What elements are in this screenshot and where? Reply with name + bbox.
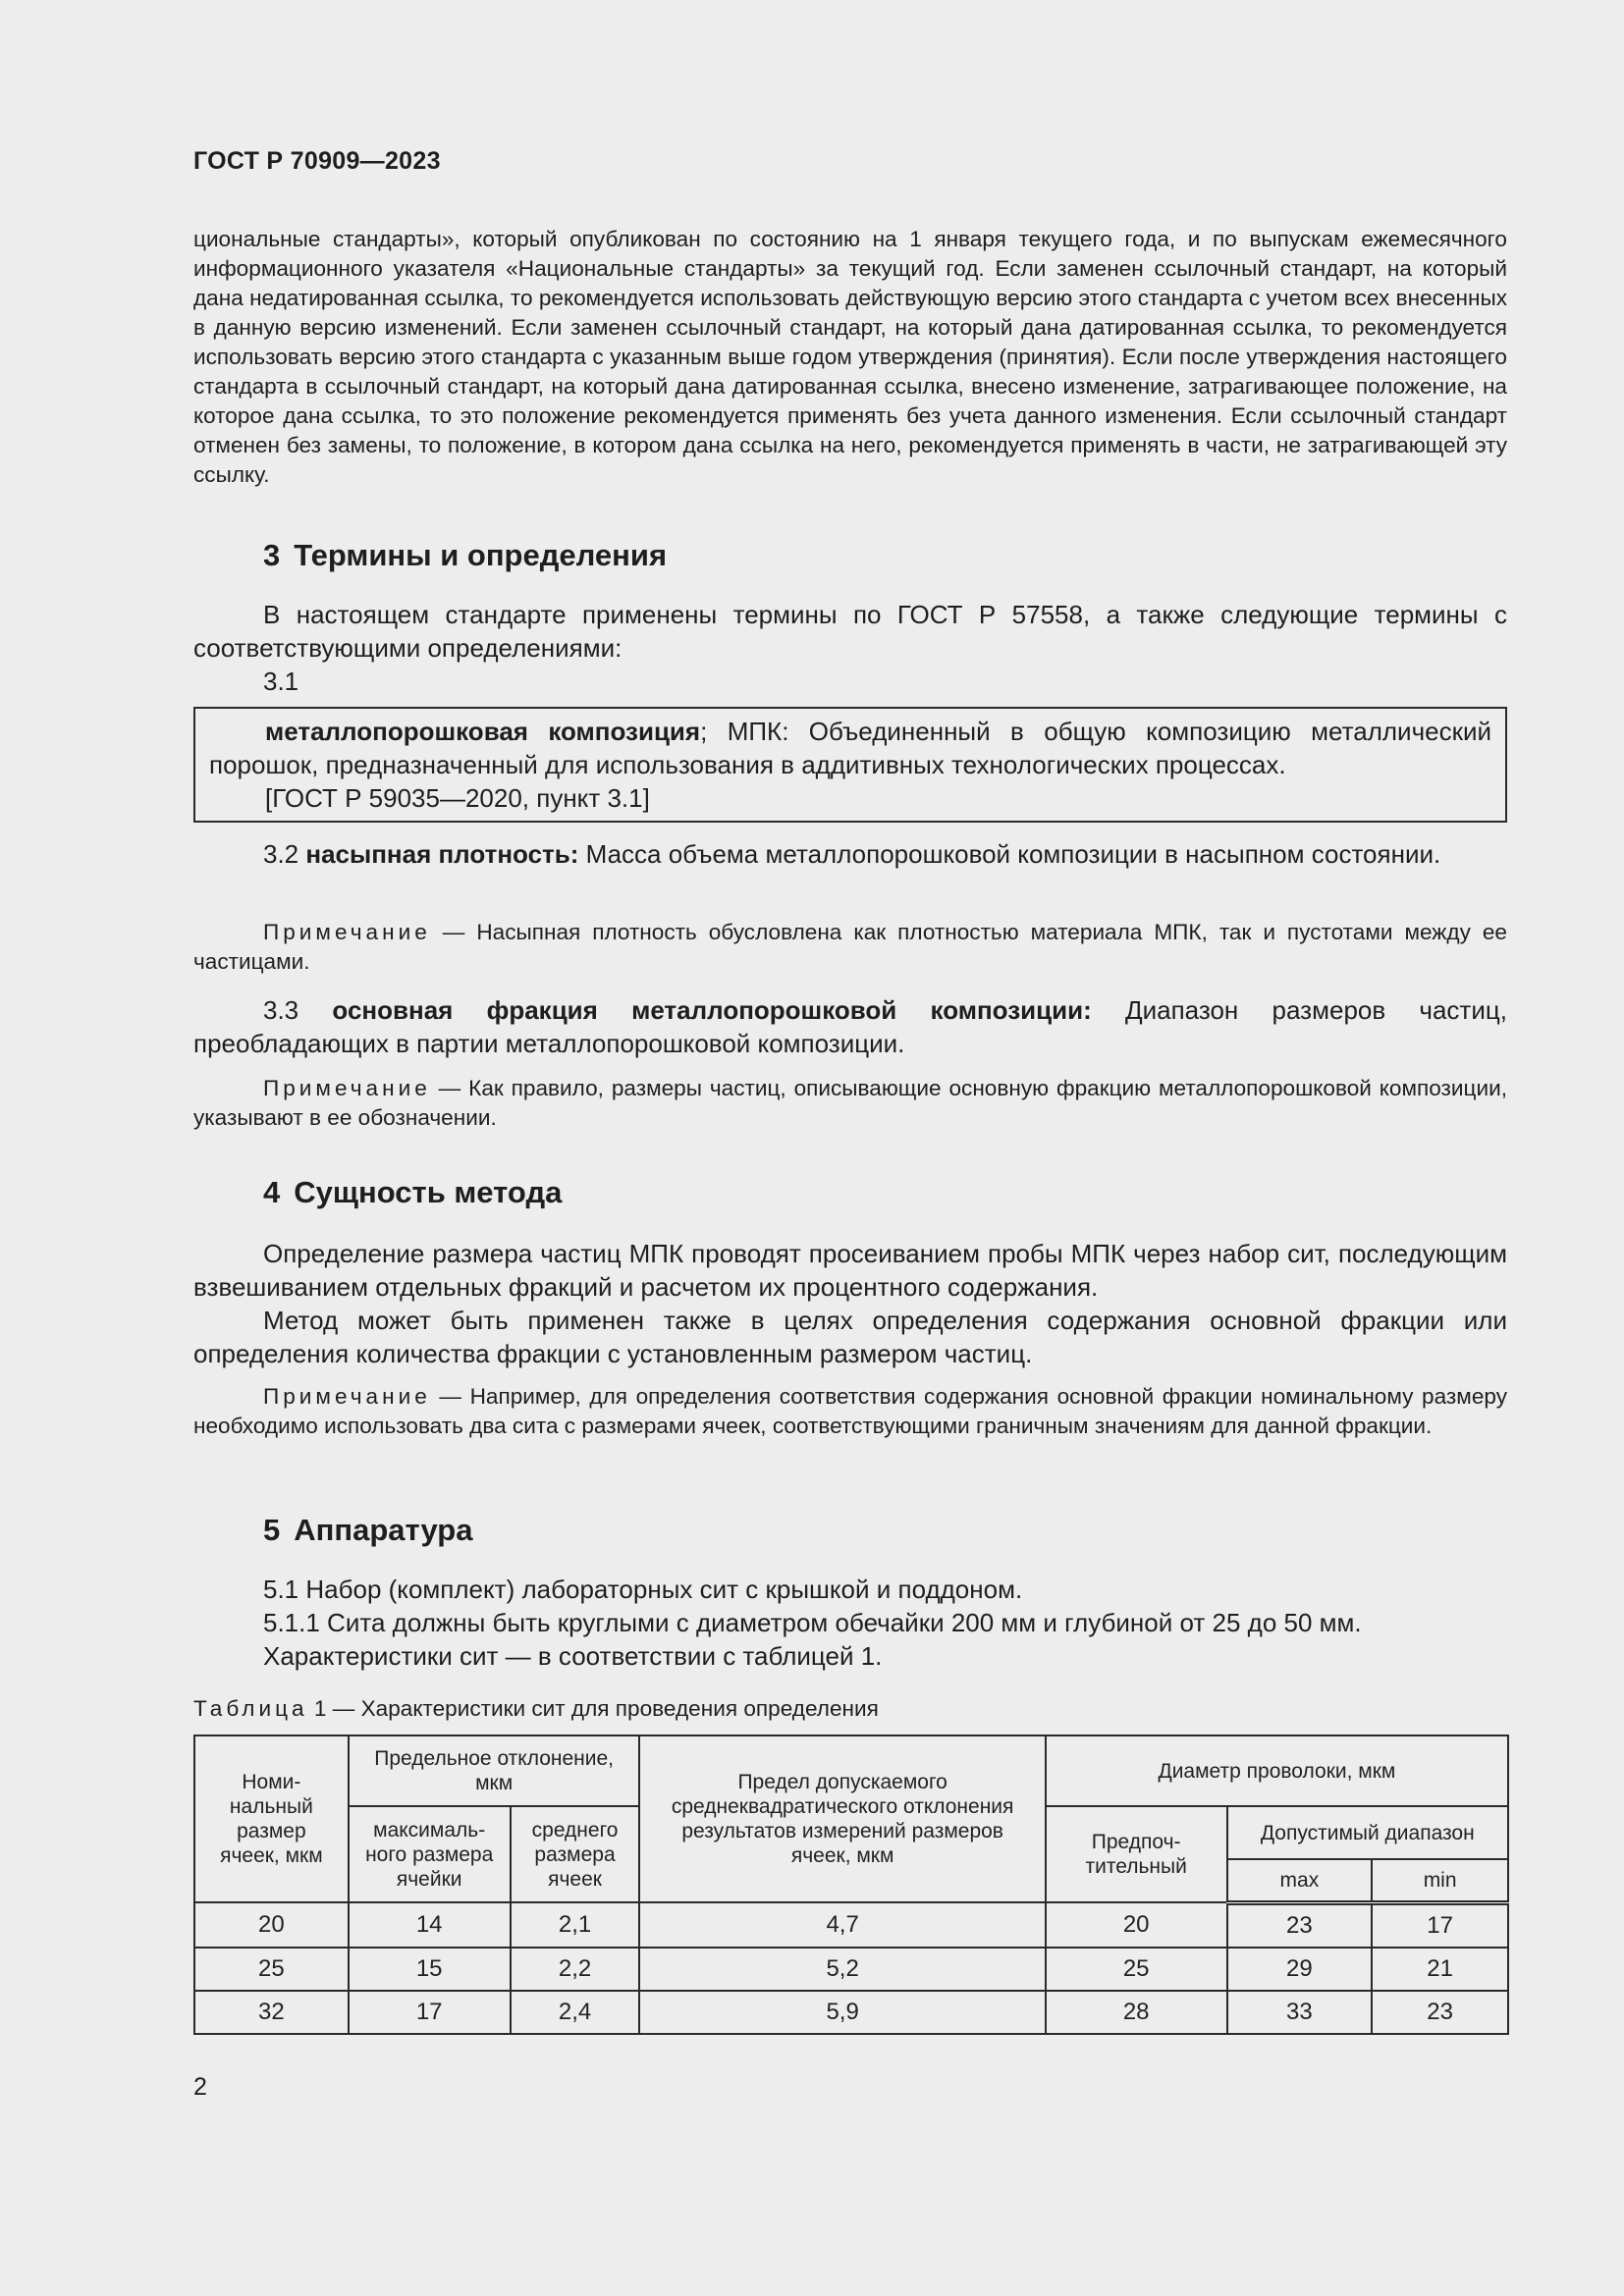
section-4-title (193, 1175, 562, 1210)
term-3-3-term: основная фракция металлопорошковой композиции: (332, 995, 1092, 1025)
table-1-caption (193, 1694, 879, 1724)
header-deviation-avg: среднего размера ячеек (511, 1806, 640, 1902)
term-3-1-text: ; МПК: Объединенный в общую композицию металлический порошок, предназначенный для использования в аддитивных технологических процессах. (209, 717, 1491, 779)
term-3-1-definition (209, 715, 1491, 781)
header-nominal-size: Номи- нальный размер ячеек, мкм (194, 1735, 349, 1902)
section-4-note (193, 1382, 1507, 1441)
term-3-2-term: насыпная плотность: (305, 839, 579, 869)
table-cell: 32 (194, 1991, 349, 2034)
table-cell: 2,2 (511, 1948, 640, 1991)
table-row (194, 1948, 1508, 1991)
section-5-paragraph-1: 5.1 Набор (комплект) лабораторных сит с крышкой и поддоном. (263, 1575, 1023, 1604)
header-preferred: Предпоч- тительный (1046, 1806, 1227, 1902)
table-cell: 23 (1372, 1991, 1508, 2034)
table-cell: 2,4 (511, 1991, 640, 2034)
table-cell: 17 (349, 1991, 511, 2034)
term-3-3-number: 3.3 (263, 995, 299, 1025)
table-caption-label: Таблица (193, 1696, 308, 1721)
table-cell: 29 (1227, 1948, 1373, 1991)
section-5-paragraph-3: Характеристики сит — в соответствии с таблицей 1. (263, 1641, 883, 1671)
note-text: — Насыпная плотность обусловлена как плотностью материала МПК, так и пустотами между ее частицами. (193, 920, 1507, 974)
term-3-3-definition: Диапазон размеров частиц, преобладающих в партии металлопорошковой композиции. (193, 995, 1507, 1058)
header-rms-limit: Предел допускаемого среднеквадратического отклонения результатов измерений размеров ячеек, мкм (639, 1735, 1045, 1902)
header-deviation: Предельное отклонение, мкм (349, 1735, 640, 1806)
section-3-title (193, 538, 667, 573)
term-3-3 (193, 993, 1507, 1060)
table-cell: 33 (1227, 1991, 1373, 2034)
header-max: max (1227, 1859, 1373, 1902)
table-cell: 17 (1372, 1902, 1508, 1948)
table-cell: 5,2 (639, 1948, 1045, 1991)
header-allowed-range: Допустимый диапазон (1227, 1806, 1508, 1859)
term-3-2-definition: Масса объема металлопорошковой композиции в насыпном состоянии. (578, 839, 1441, 869)
intro-paragraph: циональные стандарты», который опубликован по состоянию на 1 января текущего года, и по выпускам ежемесячного информационного указателя «Национальные стандарты» за текущий год. Если заменен ссылочный стандарт, на который дана недатированная ссылка, то рекомендуется использовать действующую версию этого стандарта с учетом всех внесенных в данную версию изменений. Если заменен ссылочный стандарт, на который дана датированная ссылка, то рекомендуется использовать версию этого стандарта с указанным выше годом утверждения (принятия). Если после утверждения настоящего стандарта в ссылочный стандарт, на который дана датированная ссылка, внесено изменение, затрагивающее положение, на которое дана ссылка, то это положение рекомендуется применять без учета данного изменения. Если ссылочный стандарт отменен без замены, то положение, в котором дана ссылка на него, рекомендуется применять в части, не затрагивающей эту ссылку. (193, 227, 1507, 487)
section-title-text: Аппаратура (294, 1513, 473, 1547)
section-number: 4 (263, 1175, 281, 1209)
table-cell: 25 (194, 1948, 349, 1991)
document-header: ГОСТ Р 70909—2023 (193, 147, 441, 175)
page-number: 2 (193, 2073, 207, 2101)
note-label: Примечание (263, 1076, 431, 1100)
table-cell: 2,1 (511, 1902, 640, 1948)
section-3-intro: В настоящем стандарте применены термины по ГОСТ Р 57558, а также следующие термины с соответствующими определениями: (193, 600, 1507, 663)
table-cell: 14 (349, 1902, 511, 1948)
header-wire-diameter: Диаметр проволоки, мкм (1046, 1735, 1508, 1806)
term-3-1-number: 3.1 (263, 667, 299, 696)
section-number: 5 (263, 1513, 281, 1547)
term-3-3-note (193, 1074, 1507, 1133)
header-min: min (1372, 1859, 1508, 1902)
note-text: — Как правило, размеры частиц, описывающие основную фракцию металлопорошковой композиции, указывают в ее обозначении. (193, 1076, 1507, 1130)
section-title-text: Термины и определения (294, 538, 668, 572)
section-4-paragraph-1: Определение размера частиц МПК проводят просеиванием пробы МПК через набор сит, последующим взвешиванием отдельных фракций и расчетом их процентного содержания. (193, 1239, 1507, 1302)
section-4-paragraph-2: Метод может быть применен также в целях определения содержания основной фракции или определения количества фракции с установленным размером частиц. (193, 1306, 1507, 1368)
note-label: Примечание (263, 1384, 431, 1409)
table-cell: 28 (1046, 1991, 1227, 2034)
term-3-2-number: 3.2 (263, 839, 299, 869)
table-caption-text: 1 — Характеристики сит для проведения определения (307, 1696, 879, 1721)
section-5-paragraph-2: 5.1.1 Сита должны быть круглыми с диаметром обечайки 200 мм и глубиной от 25 до 50 мм. (263, 1608, 1362, 1637)
section-title-text: Сущность метода (294, 1175, 563, 1209)
table-cell: 25 (1046, 1948, 1227, 1991)
section-5-title (193, 1513, 472, 1548)
table-cell: 20 (1046, 1902, 1227, 1948)
sieve-characteristics-table (193, 1735, 1509, 2035)
table-row (194, 1902, 1508, 1948)
table-cell: 21 (1372, 1948, 1508, 1991)
note-label: Примечание (263, 920, 431, 944)
term-3-1-box (193, 707, 1507, 823)
table-cell: 15 (349, 1948, 511, 1991)
table-cell: 20 (194, 1902, 349, 1948)
term-3-1-source: [ГОСТ Р 59035—2020, пункт 3.1] (265, 783, 650, 813)
section-number: 3 (263, 538, 281, 572)
note-text: — Например, для определения соответствия содержания основной фракции номинальному размеру необходимо использовать два сита с размерами ячеек, соответствующими граничным значениям для данной фракции. (193, 1384, 1507, 1438)
term-3-2-note (193, 918, 1507, 977)
term-3-2 (193, 837, 1507, 871)
table-cell: 23 (1227, 1902, 1373, 1948)
table-row (194, 1991, 1508, 2034)
header-deviation-max: максималь- ного размера ячейки (349, 1806, 511, 1902)
table-cell: 5,9 (639, 1991, 1045, 2034)
table-cell: 4,7 (639, 1902, 1045, 1948)
term-3-1-term: металлопорошковая композиция (265, 717, 701, 746)
